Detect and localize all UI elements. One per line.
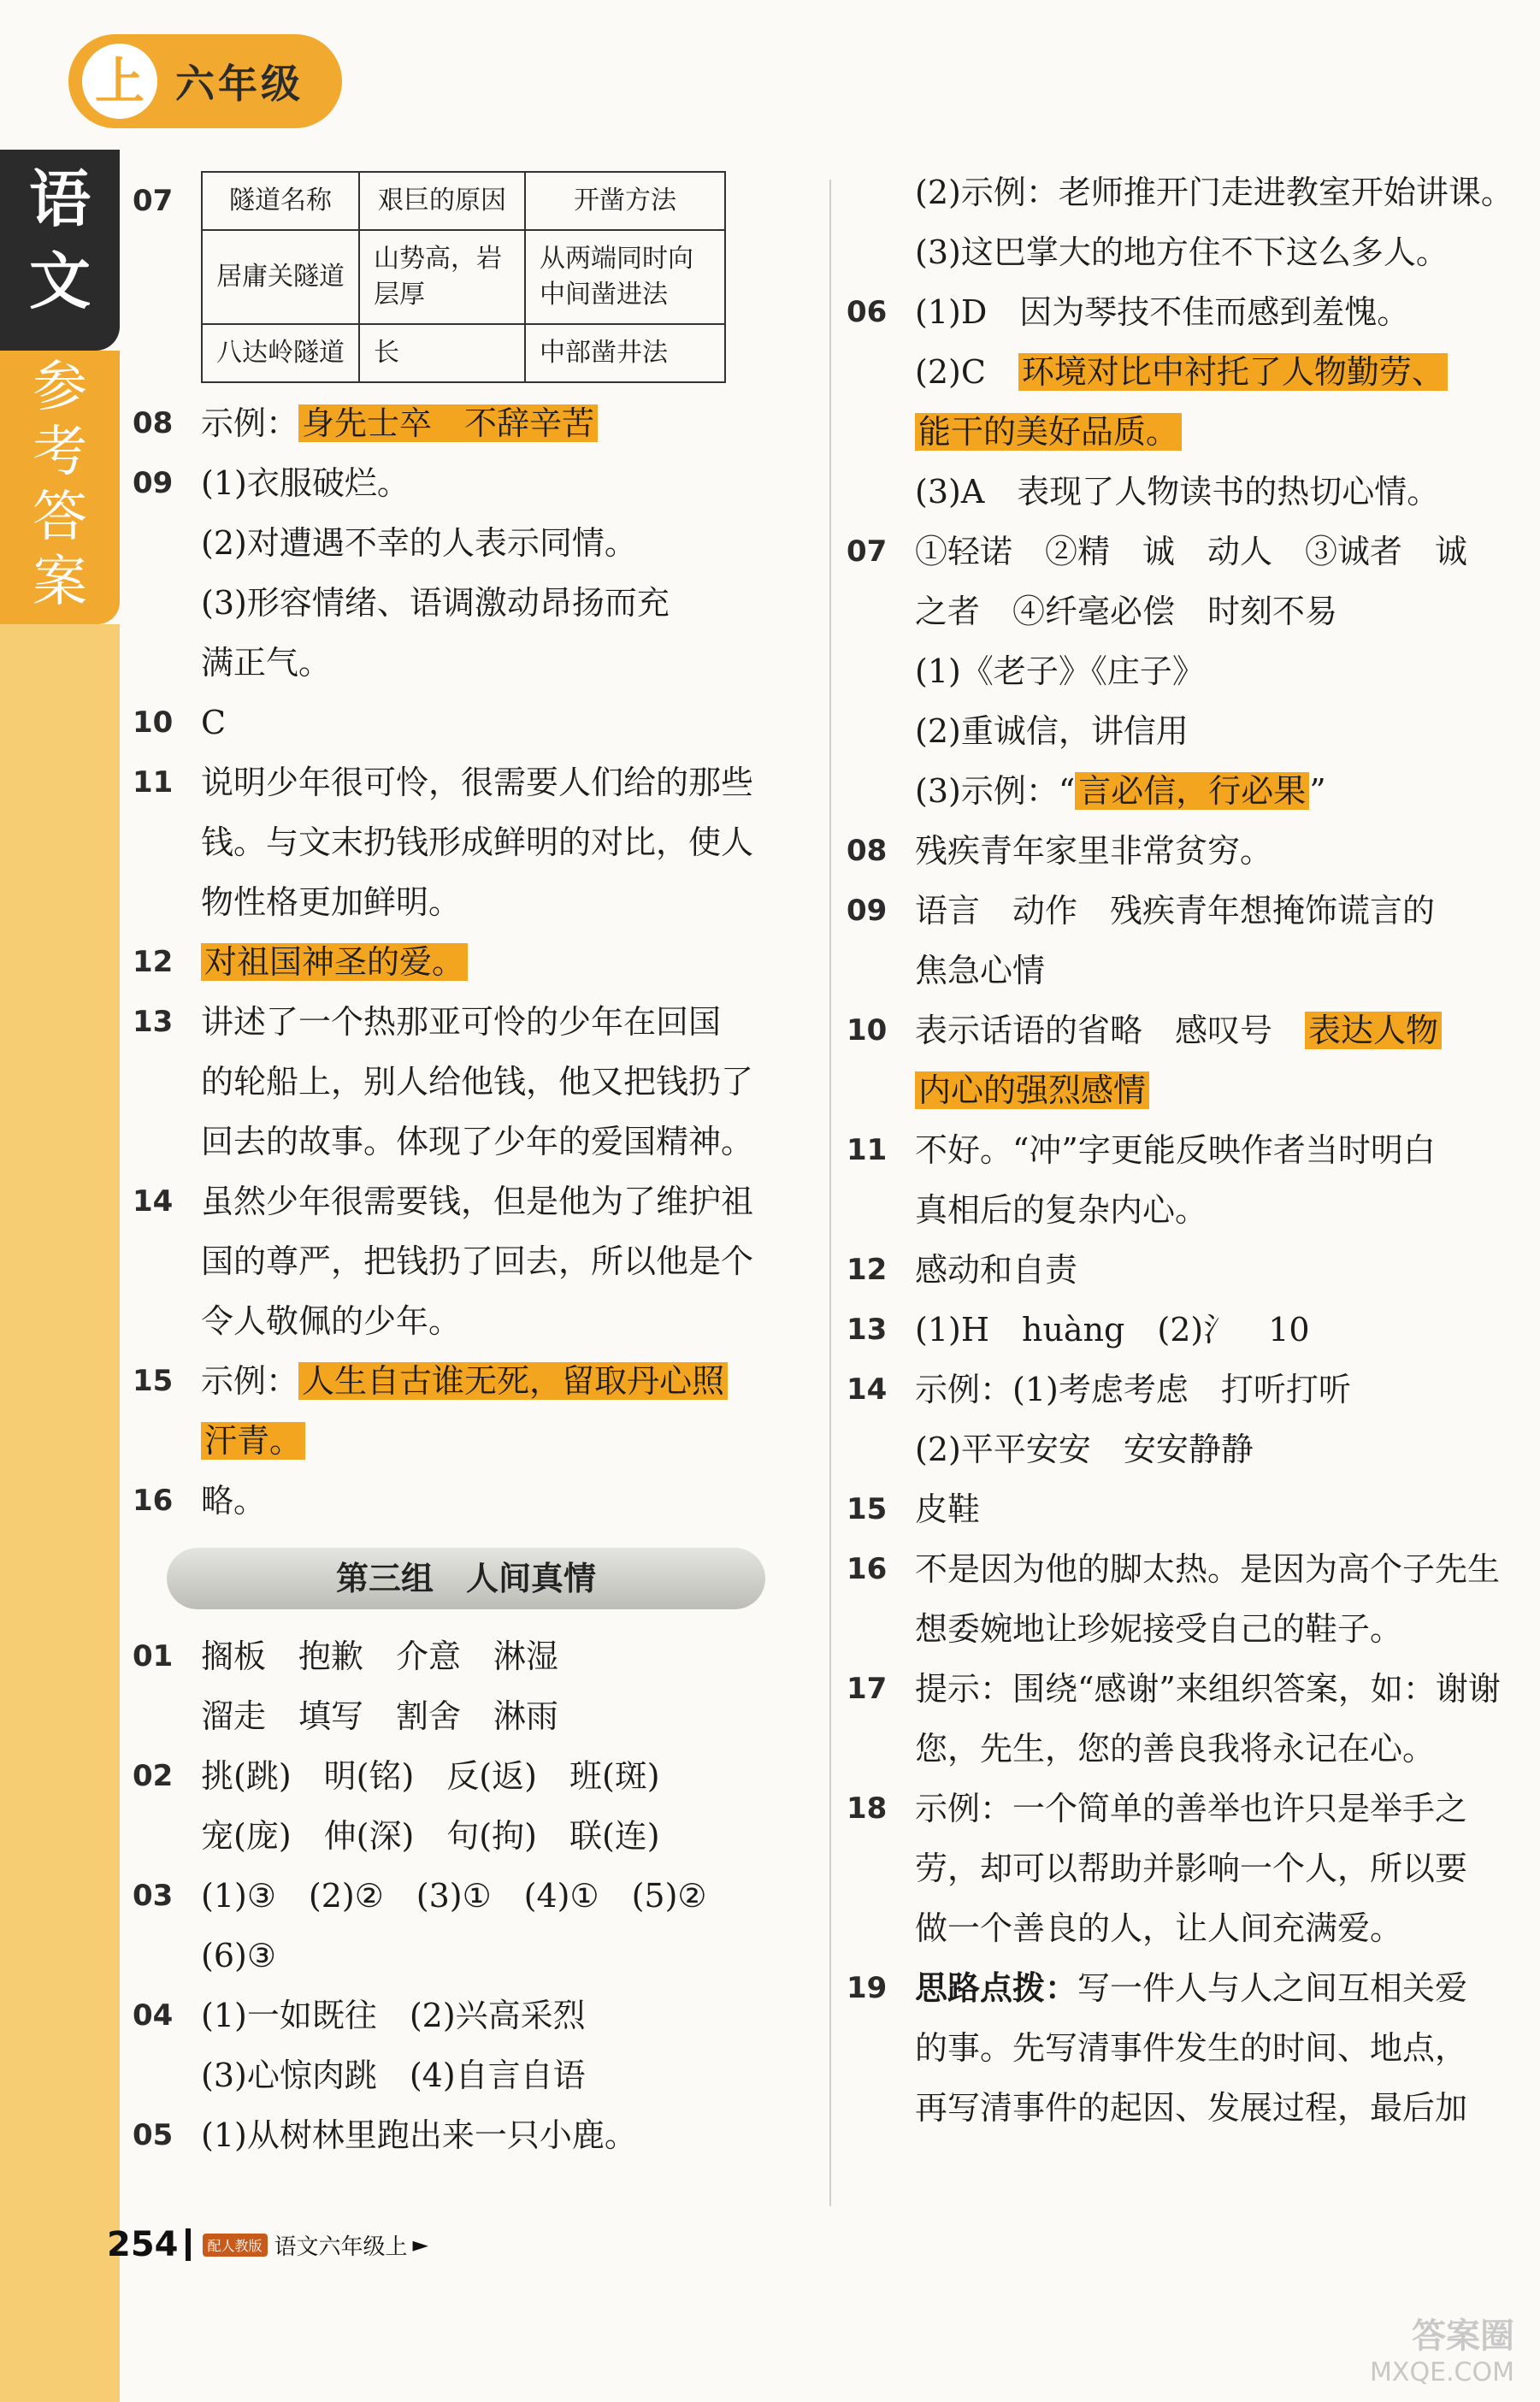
answer-line: C (201, 704, 227, 741)
answer-line: 示例： 人生自古谁无死，留取丹心照 (201, 1351, 808, 1411)
answer-line: (3)形容情绪、语调激动昂扬而充 (201, 584, 670, 622)
question-number: 13 (133, 1005, 174, 1039)
answer-14 (133, 1171, 808, 1351)
grade-volume-badge: 上 (77, 38, 162, 124)
question-number: 14 (847, 1372, 888, 1407)
answer-08-right (847, 821, 1509, 881)
arrow-right-icon: ► (412, 2233, 429, 2257)
question-number: 17 (847, 1672, 888, 1706)
answer-11 (133, 752, 808, 932)
answer-line: (1)从树林里跑出来一只小鹿。 (201, 2116, 637, 2154)
section-title: 第三组 人间真情 (167, 1548, 765, 1609)
answer-line: 令人敬佩的少年。 (201, 1302, 462, 1340)
answer-07 (133, 171, 808, 383)
highlighted-answer: 言必信，行必果 (1075, 772, 1309, 810)
answer-09 (133, 453, 808, 693)
answer-line: (1)《老子》《庄子》 (915, 652, 1205, 690)
highlighted-answer: 对祖国神圣的爱。 (201, 943, 468, 981)
right-column (847, 162, 1513, 2138)
answer-line: 示例：(1)考虑考虑 打听打听 (915, 1371, 1351, 1408)
answer-line: (6)③ (201, 1937, 276, 1974)
answer-06 (847, 282, 1509, 522)
question-number: 10 (133, 705, 174, 740)
answer-line: 略。 (201, 1482, 267, 1520)
tunnel-table (201, 171, 726, 383)
question-number: 18 (847, 1791, 888, 1826)
answer-line: (2)C 环境对比中衬托了人物勤劳、 (915, 342, 1509, 402)
sidebar-subject: 语 文 (28, 163, 91, 317)
watermark-logo: 答案圈 (1412, 2316, 1514, 2356)
answer-13-right (847, 1300, 1509, 1360)
answer-s03 (133, 1866, 808, 1986)
answer-17-right (847, 1659, 1509, 1779)
answer-line (915, 402, 1509, 462)
footer-divider (186, 2228, 191, 2261)
answer-line: 宠(庞) 伸(深) 句(拘) 联(连) (201, 1817, 660, 1855)
answer-line (201, 1411, 808, 1471)
answer-line: 说明少年很可怜，很需要人们给的那些 (201, 764, 754, 801)
highlighted-answer: 能干的美好品质。 (915, 413, 1182, 451)
answer-line: 的事。先写清事件发生的时间、地点， (915, 2029, 1468, 2067)
question-number: 13 (847, 1313, 888, 1347)
answer-10-right (847, 1000, 1509, 1120)
answer-18-right (847, 1779, 1509, 1958)
table-cell: 长 (359, 324, 525, 382)
question-number: 15 (133, 1364, 174, 1398)
answer-11-right (847, 1120, 1509, 1240)
table-cell: 山势高，岩层厚 (359, 230, 525, 324)
answer-line: (2)重诚信，讲信用 (915, 712, 1189, 750)
question-number: 19 (847, 1971, 888, 2005)
answer-line: 想委婉地让珍妮接受自己的鞋子。 (915, 1610, 1403, 1648)
question-number: 02 (133, 1759, 174, 1793)
answer-line: (3)心惊肉跳 (4)自言自语 (201, 2057, 586, 2094)
answer-line: ①轻诺 ②精 诚 动人 ③诚者 诚 (915, 533, 1468, 570)
table-header: 隧道名称 (202, 172, 359, 230)
hint-label: 思路点拨： (915, 1969, 1078, 2007)
watermark-url: MXQE.COM (1370, 2358, 1514, 2387)
grade-label: 六年级 (175, 61, 304, 107)
question-number: 09 (133, 466, 174, 500)
sidebar-answers-label: 参 考 答 案 (32, 356, 87, 614)
answer-line: (3)A 表现了人物读书的热切心情。 (915, 473, 1440, 510)
highlighted-answer: 汗青。 (201, 1422, 305, 1460)
question-number: 12 (847, 1253, 888, 1287)
answer-line: 物性格更加鲜明。 (201, 883, 462, 921)
answer-line: 虽然少年很需要钱，但是他为了维护祖 (201, 1183, 754, 1220)
book-title: 语文六年级 (274, 2234, 386, 2260)
question-number: 09 (847, 894, 888, 928)
answer-13 (133, 992, 808, 1171)
answer-line: 溜走 填写 割舍 淋雨 (201, 1697, 559, 1735)
answer-s04 (133, 1986, 808, 2105)
answer-line: 不是因为他的脚太热。是因为高个子先生 (915, 1550, 1501, 1588)
question-number: 07 (847, 534, 888, 569)
answer-line: 真相后的复杂内心。 (915, 1191, 1208, 1229)
table-row (202, 230, 725, 324)
question-number: 08 (133, 406, 174, 440)
answer-15 (133, 1351, 808, 1471)
answer-19-right (847, 1958, 1509, 2138)
answer-10 (133, 693, 808, 752)
question-number: 03 (133, 1879, 174, 1913)
answer-line: 挑(跳) 明(铭) 反(返) 班(斑) (201, 1757, 660, 1795)
table-header-row (202, 172, 725, 230)
highlighted-answer: 环境对比中衬托了人物勤劳、 (1018, 353, 1448, 391)
table-header: 开凿方法 (525, 172, 725, 230)
column-divider (829, 180, 831, 2206)
answer-line: (2)对遭遇不幸的人表示同情。 (201, 524, 637, 562)
question-number: 16 (847, 1552, 888, 1586)
answer-line: 提示：围绕“感谢”来组织答案，如：谢谢 (915, 1670, 1501, 1708)
answer-line: (2)平平安安 安安静静 (915, 1431, 1254, 1468)
question-number: 11 (847, 1133, 888, 1167)
highlighted-answer: 身先士卒 不辞辛苦 (298, 404, 598, 442)
answer-line: 搁板 抱歉 介意 淋湿 (201, 1638, 559, 1675)
page-footer (107, 2223, 428, 2266)
answer-s01 (133, 1626, 808, 1746)
answer-line (915, 1060, 1509, 1120)
answer-line: 钱。与文末扔钱形成鲜明的对比，使人 (201, 823, 754, 861)
sidebar (0, 0, 120, 2402)
page-number: 254 (107, 2225, 179, 2264)
answer-s05 (133, 2105, 808, 2165)
question-number: 01 (133, 1639, 174, 1673)
table-cell: 从两端同时向中间凿进法 (525, 230, 725, 324)
highlighted-answer: 人生自古谁无死，留取丹心照 (298, 1362, 728, 1400)
answer-line: 的轮船上，别人给他钱，他又把钱扔了 (201, 1063, 754, 1101)
answer-12-right (847, 1240, 1509, 1300)
answer-line: (2)示例：老师推开门走进教室开始讲课。 (915, 174, 1513, 211)
sidebar-strip (0, 624, 120, 2402)
answer-line: 劳，却可以帮助并影响一个人，所以要 (915, 1850, 1468, 1887)
question-number: 15 (847, 1492, 888, 1526)
answer-line: 语言 动作 残疾青年想掩饰谎言的 (915, 892, 1436, 930)
left-column (133, 162, 808, 2165)
answer-16 (133, 1471, 808, 1531)
answer-05-continued (847, 162, 1513, 282)
watermark (1370, 2309, 1514, 2387)
answer-line: (1)一如既往 (2)兴高采烈 (201, 1997, 586, 2034)
question-number: 10 (847, 1013, 888, 1048)
answer-line: 示例：一个简单的善举也许只是举手之 (915, 1790, 1468, 1827)
highlighted-answer: 内心的强烈感情 (915, 1071, 1149, 1109)
answer-14-right (847, 1360, 1509, 1479)
answer-07-right (847, 522, 1509, 821)
answer-line: 国的尊严，把钱扔了回去，所以他是个 (201, 1242, 754, 1280)
answer-line: (3)示例：“ 言必信，行必果 ” (915, 772, 1326, 810)
answer-line: 您，先生，您的善良我将永记在心。 (915, 1730, 1436, 1768)
answer-s02 (133, 1746, 808, 1866)
answer-line: 感动和自责 (915, 1251, 1078, 1289)
answer-line: (1)③ (2)② (3)① (4)① (5)② (201, 1877, 707, 1915)
answer-line: 不好。“冲”字更能反映作者当时明白 (915, 1131, 1436, 1169)
answer-line: (1)H huàng (2)氵 10 (915, 1311, 1310, 1349)
question-number: 05 (133, 2118, 174, 2152)
answer-line: 残疾青年家里非常贫穷。 (915, 832, 1273, 870)
question-number: 14 (133, 1184, 174, 1219)
question-number: 06 (847, 295, 888, 329)
answer-line: 再写清事件的起因、发展过程，最后加 (915, 2089, 1468, 2127)
question-number: 11 (133, 765, 174, 800)
question-number: 08 (847, 834, 888, 868)
table-cell: 居庸关隧道 (202, 230, 359, 324)
answer-line: (1)衣服破烂。 (201, 464, 410, 502)
highlighted-answer: 表达人物 (1305, 1012, 1442, 1049)
answer-08 (133, 393, 808, 453)
answer-line: 之者 ④纤毫必偿 时刻不易 (915, 593, 1338, 630)
question-number: 04 (133, 1998, 174, 2033)
answer-line (201, 932, 808, 992)
answer-15-right (847, 1479, 1509, 1539)
answer-line: 讲述了一个热那亚可怜的少年在回国 (201, 1003, 722, 1041)
question-number: 12 (133, 945, 174, 979)
question-number: 07 (133, 184, 174, 218)
answer-12 (133, 932, 808, 992)
answer-line: 表示话语的省略 感叹号 表达人物 (915, 1000, 1509, 1060)
answer-09-right (847, 881, 1509, 1000)
answer-line: 思路点拨：写一件人与人之间互相关爱 (915, 1969, 1468, 2007)
answer-line: 皮鞋 (915, 1490, 981, 1528)
answer-line: 做一个善良的人，让人间充满爱。 (915, 1909, 1403, 1947)
table-cell: 中部凿井法 (525, 324, 725, 382)
answer-line: (3)这巴掌大的地方住不下这么多人。 (915, 233, 1449, 271)
answer-line: 满正气。 (201, 644, 332, 682)
question-number: 16 (133, 1484, 174, 1518)
answer-line: 回去的故事。体现了少年的爱国精神。 (201, 1123, 754, 1160)
table-cell: 八达岭隧道 (202, 324, 359, 382)
table-row (202, 324, 725, 382)
answer-line: (1)D 因为琴技不佳而感到羞愧。 (915, 293, 1410, 331)
table-header: 艰巨的原因 (359, 172, 525, 230)
volume-mark: 上 (385, 2234, 408, 2260)
answer-line: 焦急心情 (915, 952, 1046, 989)
answer-line: 示例： 身先士卒 不辞辛苦 (201, 393, 808, 453)
answer-16-right (847, 1539, 1509, 1659)
edition-badge: 配人教版 (203, 2234, 268, 2257)
